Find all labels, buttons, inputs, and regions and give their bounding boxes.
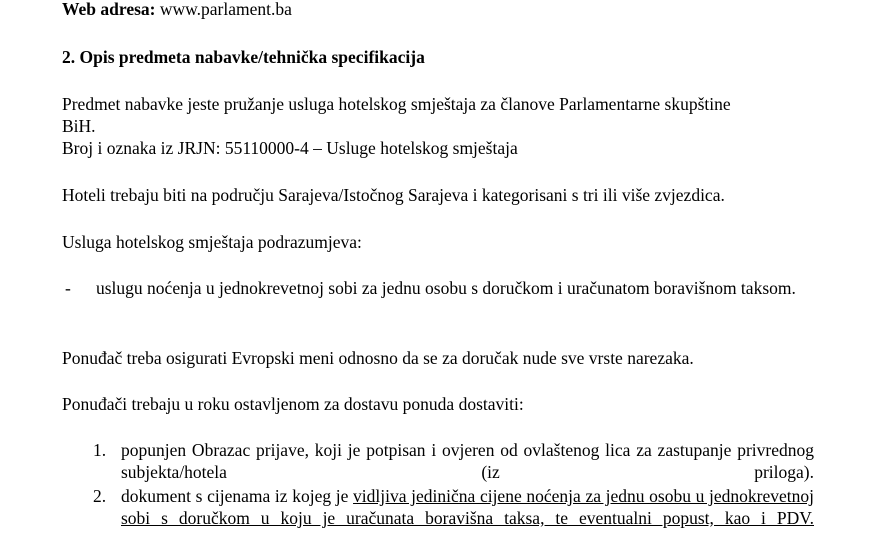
ordered-list-number-1: 1. <box>93 440 107 460</box>
paragraph-subject-line2: BiH. <box>62 116 96 136</box>
web-address-line <box>62 0 814 20</box>
ordered-list-item-1: popunjen Obrazac prijave, koji je potpisan i ovjeren od ovlaštenog lica za zastupanje privrednog subjekta/hotela (iz priloga). <box>121 440 814 482</box>
section-heading: 2. Opis predmeta nabavke/tehnička specifikacija <box>62 47 425 67</box>
web-address-url: www.parlament.ba <box>159 0 292 19</box>
ordered-list-number-2: 2. <box>93 486 107 506</box>
paragraph-hotel-location: Hoteli trebaju biti na području Sarajeva/Istočnog Sarajeva i kategorisani s tri ili više zvjezdica. <box>62 185 725 205</box>
paragraph-bidders-deliver: Ponuđači trebaju u roku ostavljenom za dostavu ponuda dostaviti: <box>62 394 524 414</box>
web-address-label: Web adresa: <box>62 0 156 19</box>
paragraph-subject-line1: Predmet nabavke jeste pružanje usluga hotelskog smještaja za članove Parlamentarne skupštine <box>62 94 731 114</box>
dash-list-item: uslugu noćenja u jednokrevetnoj sobi za jednu osobu s doručkom i uračunatom boravišnom taksom. <box>96 278 796 298</box>
paragraph-jrjn-code: Broj i oznaka iz JRJN: 55110000-4 – Usluge hotelskog smještaja <box>62 138 518 158</box>
ordered-list-item-2-underlined: vidljiva jedinična cijene noćenja za jednu osobu u jednokrevetnoj sobi s doručkom u koju je uračunata boravišna taksa, te eventualni popust, kao i PDV. <box>121 486 814 528</box>
ordered-list-item-2 <box>121 485 814 551</box>
dash-list-marker: - <box>65 278 71 298</box>
ordered-list-item-2-plain: dokument s cijenama iz kojeg je <box>121 486 354 506</box>
paragraph-european-menu: Ponuđač treba osigurati Evropski meni odnosno da se za doručak nude sve vrste narezaka. <box>62 348 694 368</box>
paragraph-service-includes: Usluga hotelskog smještaja podrazumjeva: <box>62 232 362 252</box>
